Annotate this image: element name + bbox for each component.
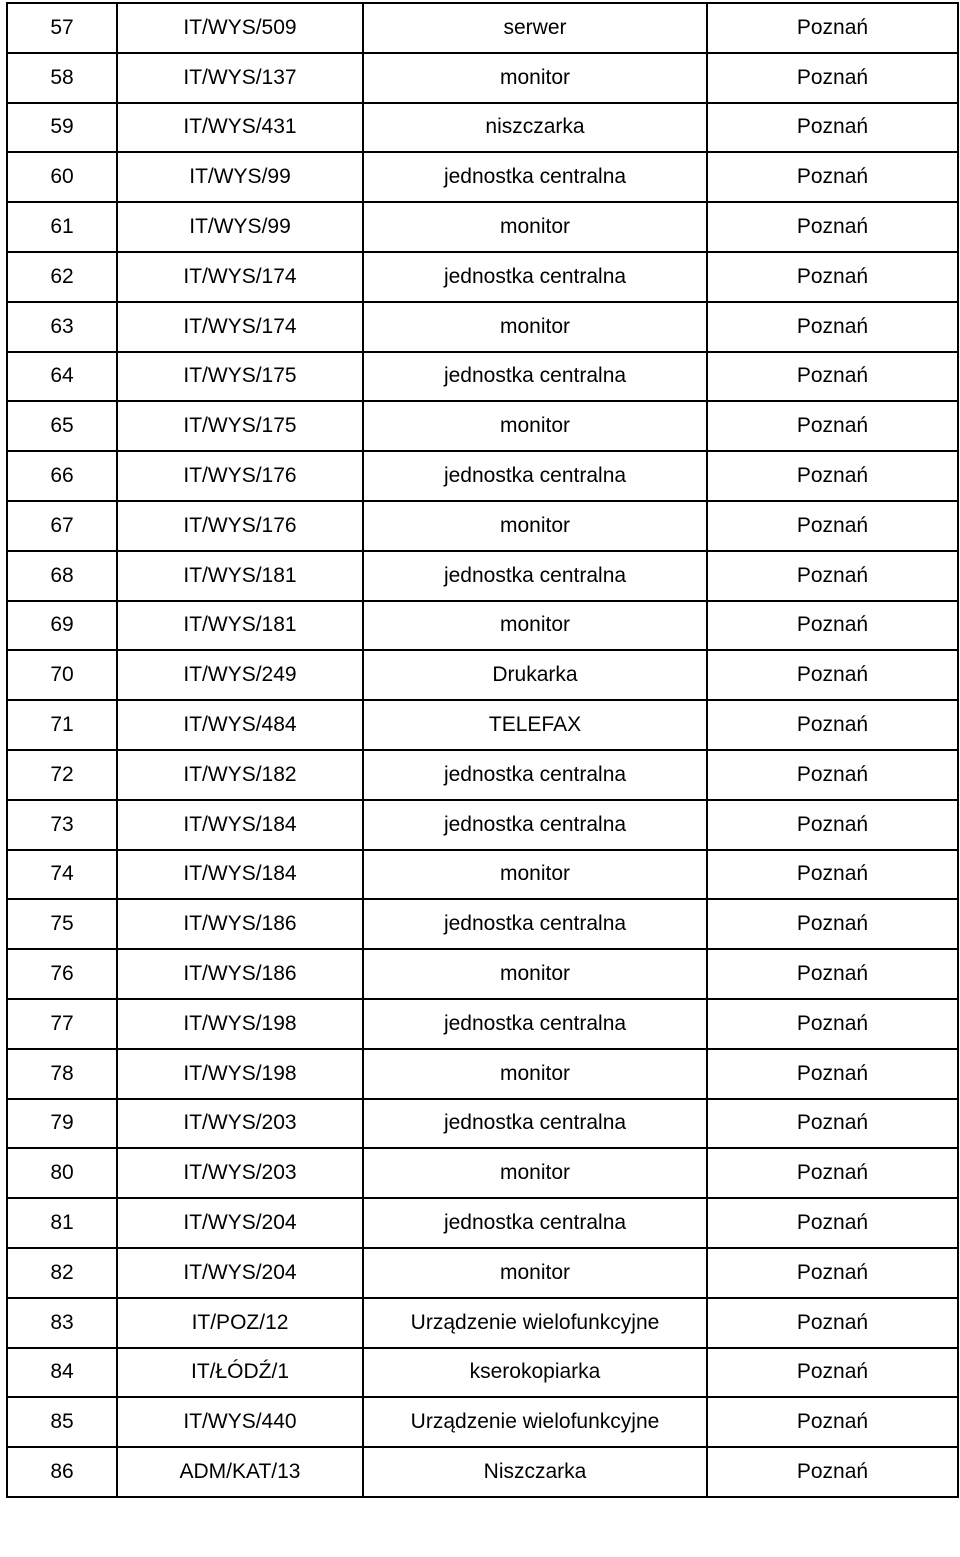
inventory-number-cell: IT/WYS/204: [117, 1248, 363, 1298]
location-cell: Poznań: [707, 800, 958, 850]
item-name-cell: monitor: [363, 53, 707, 103]
table-row: [7, 1099, 958, 1149]
item-name-cell: monitor: [363, 1248, 707, 1298]
item-name-cell: monitor: [363, 601, 707, 651]
row-number-cell: 73: [7, 800, 117, 850]
table-row: [7, 352, 958, 402]
item-name-cell: monitor: [363, 302, 707, 352]
table-row: [7, 949, 958, 999]
item-name-cell: monitor: [363, 401, 707, 451]
item-name-cell: kserokopiarka: [363, 1348, 707, 1398]
table-row: [7, 202, 958, 252]
item-name-cell: jednostka centralna: [363, 750, 707, 800]
table-row: [7, 1248, 958, 1298]
row-number-cell: 66: [7, 451, 117, 501]
inventory-number-cell: IT/WYS/99: [117, 152, 363, 202]
row-number-cell: 62: [7, 252, 117, 302]
row-number-cell: 63: [7, 302, 117, 352]
item-name-cell: Drukarka: [363, 650, 707, 700]
table-row: [7, 800, 958, 850]
inventory-number-cell: IT/WYS/204: [117, 1198, 363, 1248]
location-cell: Poznań: [707, 103, 958, 153]
row-number-cell: 83: [7, 1298, 117, 1348]
item-name-cell: jednostka centralna: [363, 899, 707, 949]
inventory-number-cell: IT/WYS/184: [117, 850, 363, 900]
item-name-cell: monitor: [363, 1049, 707, 1099]
location-cell: Poznań: [707, 601, 958, 651]
row-number-cell: 70: [7, 650, 117, 700]
location-cell: Poznań: [707, 551, 958, 601]
item-name-cell: Urządzenie wielofunkcyjne: [363, 1397, 707, 1447]
row-number-cell: 67: [7, 501, 117, 551]
row-number-cell: 80: [7, 1148, 117, 1198]
item-name-cell: jednostka centralna: [363, 1198, 707, 1248]
location-cell: Poznań: [707, 750, 958, 800]
item-name-cell: jednostka centralna: [363, 451, 707, 501]
location-cell: Poznań: [707, 252, 958, 302]
table-row: [7, 1298, 958, 1348]
table-row: [7, 1447, 958, 1497]
table-row: [7, 501, 958, 551]
inventory-number-cell: IT/WYS/137: [117, 53, 363, 103]
row-number-cell: 82: [7, 1248, 117, 1298]
table-row: [7, 302, 958, 352]
inventory-number-cell: IT/WYS/175: [117, 401, 363, 451]
row-number-cell: 68: [7, 551, 117, 601]
item-name-cell: jednostka centralna: [363, 551, 707, 601]
inventory-number-cell: IT/WYS/181: [117, 601, 363, 651]
inventory-number-cell: IT/WYS/176: [117, 501, 363, 551]
inventory-number-cell: IT/WYS/186: [117, 949, 363, 999]
location-cell: Poznań: [707, 1397, 958, 1447]
row-number-cell: 57: [7, 3, 117, 53]
inventory-number-cell: IT/WYS/175: [117, 352, 363, 402]
row-number-cell: 86: [7, 1447, 117, 1497]
table-row: [7, 1198, 958, 1248]
row-number-cell: 74: [7, 850, 117, 900]
item-name-cell: jednostka centralna: [363, 800, 707, 850]
location-cell: Poznań: [707, 1099, 958, 1149]
table-row: [7, 53, 958, 103]
row-number-cell: 64: [7, 352, 117, 402]
item-name-cell: monitor: [363, 1148, 707, 1198]
row-number-cell: 72: [7, 750, 117, 800]
table-row: [7, 700, 958, 750]
inventory-number-cell: IT/WYS/99: [117, 202, 363, 252]
location-cell: Poznań: [707, 1447, 958, 1497]
location-cell: Poznań: [707, 152, 958, 202]
row-number-cell: 76: [7, 949, 117, 999]
inventory-number-cell: IT/WYS/176: [117, 451, 363, 501]
row-number-cell: 78: [7, 1049, 117, 1099]
inventory-number-cell: IT/POZ/12: [117, 1298, 363, 1348]
location-cell: Poznań: [707, 1248, 958, 1298]
row-number-cell: 84: [7, 1348, 117, 1398]
inventory-number-cell: IT/WYS/440: [117, 1397, 363, 1447]
inventory-number-cell: IT/WYS/203: [117, 1148, 363, 1198]
inventory-table: [6, 2, 959, 1498]
location-cell: Poznań: [707, 302, 958, 352]
inventory-number-cell: ADM/KAT/13: [117, 1447, 363, 1497]
table-row: [7, 252, 958, 302]
inventory-number-cell: IT/WYS/509: [117, 3, 363, 53]
location-cell: Poznań: [707, 1198, 958, 1248]
inventory-number-cell: IT/WYS/249: [117, 650, 363, 700]
item-name-cell: jednostka centralna: [363, 1099, 707, 1149]
table-row: [7, 850, 958, 900]
row-number-cell: 69: [7, 601, 117, 651]
item-name-cell: niszczarka: [363, 103, 707, 153]
location-cell: Poznań: [707, 451, 958, 501]
row-number-cell: 71: [7, 700, 117, 750]
inventory-number-cell: IT/WYS/484: [117, 700, 363, 750]
location-cell: Poznań: [707, 1148, 958, 1198]
table-row: [7, 451, 958, 501]
location-cell: Poznań: [707, 999, 958, 1049]
inventory-number-cell: IT/WYS/186: [117, 899, 363, 949]
inventory-number-cell: IT/WYS/182: [117, 750, 363, 800]
item-name-cell: monitor: [363, 850, 707, 900]
location-cell: Poznań: [707, 3, 958, 53]
inventory-number-cell: IT/WYS/174: [117, 252, 363, 302]
table-row: [7, 750, 958, 800]
item-name-cell: monitor: [363, 501, 707, 551]
item-name-cell: monitor: [363, 949, 707, 999]
table-row: [7, 401, 958, 451]
location-cell: Poznań: [707, 352, 958, 402]
row-number-cell: 59: [7, 103, 117, 153]
table-row: [7, 1148, 958, 1198]
item-name-cell: jednostka centralna: [363, 352, 707, 402]
location-cell: Poznań: [707, 899, 958, 949]
location-cell: Poznań: [707, 650, 958, 700]
row-number-cell: 60: [7, 152, 117, 202]
row-number-cell: 61: [7, 202, 117, 252]
item-name-cell: TELEFAX: [363, 700, 707, 750]
table-row: [7, 551, 958, 601]
row-number-cell: 77: [7, 999, 117, 1049]
table-row: [7, 103, 958, 153]
row-number-cell: 81: [7, 1198, 117, 1248]
inventory-number-cell: IT/ŁÓDŹ/1: [117, 1348, 363, 1398]
location-cell: Poznań: [707, 53, 958, 103]
inventory-number-cell: IT/WYS/198: [117, 999, 363, 1049]
table-row: [7, 650, 958, 700]
inventory-number-cell: IT/WYS/431: [117, 103, 363, 153]
table-row: [7, 601, 958, 651]
location-cell: Poznań: [707, 850, 958, 900]
location-cell: Poznań: [707, 1298, 958, 1348]
table-row: [7, 1049, 958, 1099]
row-number-cell: 79: [7, 1099, 117, 1149]
row-number-cell: 65: [7, 401, 117, 451]
location-cell: Poznań: [707, 401, 958, 451]
item-name-cell: monitor: [363, 202, 707, 252]
table-row: [7, 1397, 958, 1447]
row-number-cell: 58: [7, 53, 117, 103]
inventory-number-cell: IT/WYS/184: [117, 800, 363, 850]
table-row: [7, 1348, 958, 1398]
inventory-number-cell: IT/WYS/174: [117, 302, 363, 352]
table-row: [7, 3, 958, 53]
item-name-cell: jednostka centralna: [363, 999, 707, 1049]
row-number-cell: 75: [7, 899, 117, 949]
inventory-table-body: [7, 3, 958, 1497]
item-name-cell: jednostka centralna: [363, 252, 707, 302]
location-cell: Poznań: [707, 1348, 958, 1398]
item-name-cell: jednostka centralna: [363, 152, 707, 202]
inventory-number-cell: IT/WYS/203: [117, 1099, 363, 1149]
location-cell: Poznań: [707, 202, 958, 252]
table-row: [7, 999, 958, 1049]
location-cell: Poznań: [707, 949, 958, 999]
item-name-cell: serwer: [363, 3, 707, 53]
location-cell: Poznań: [707, 1049, 958, 1099]
location-cell: Poznań: [707, 501, 958, 551]
item-name-cell: Urządzenie wielofunkcyjne: [363, 1298, 707, 1348]
item-name-cell: Niszczarka: [363, 1447, 707, 1497]
inventory-number-cell: IT/WYS/181: [117, 551, 363, 601]
row-number-cell: 85: [7, 1397, 117, 1447]
location-cell: Poznań: [707, 700, 958, 750]
table-row: [7, 152, 958, 202]
inventory-number-cell: IT/WYS/198: [117, 1049, 363, 1099]
table-row: [7, 899, 958, 949]
